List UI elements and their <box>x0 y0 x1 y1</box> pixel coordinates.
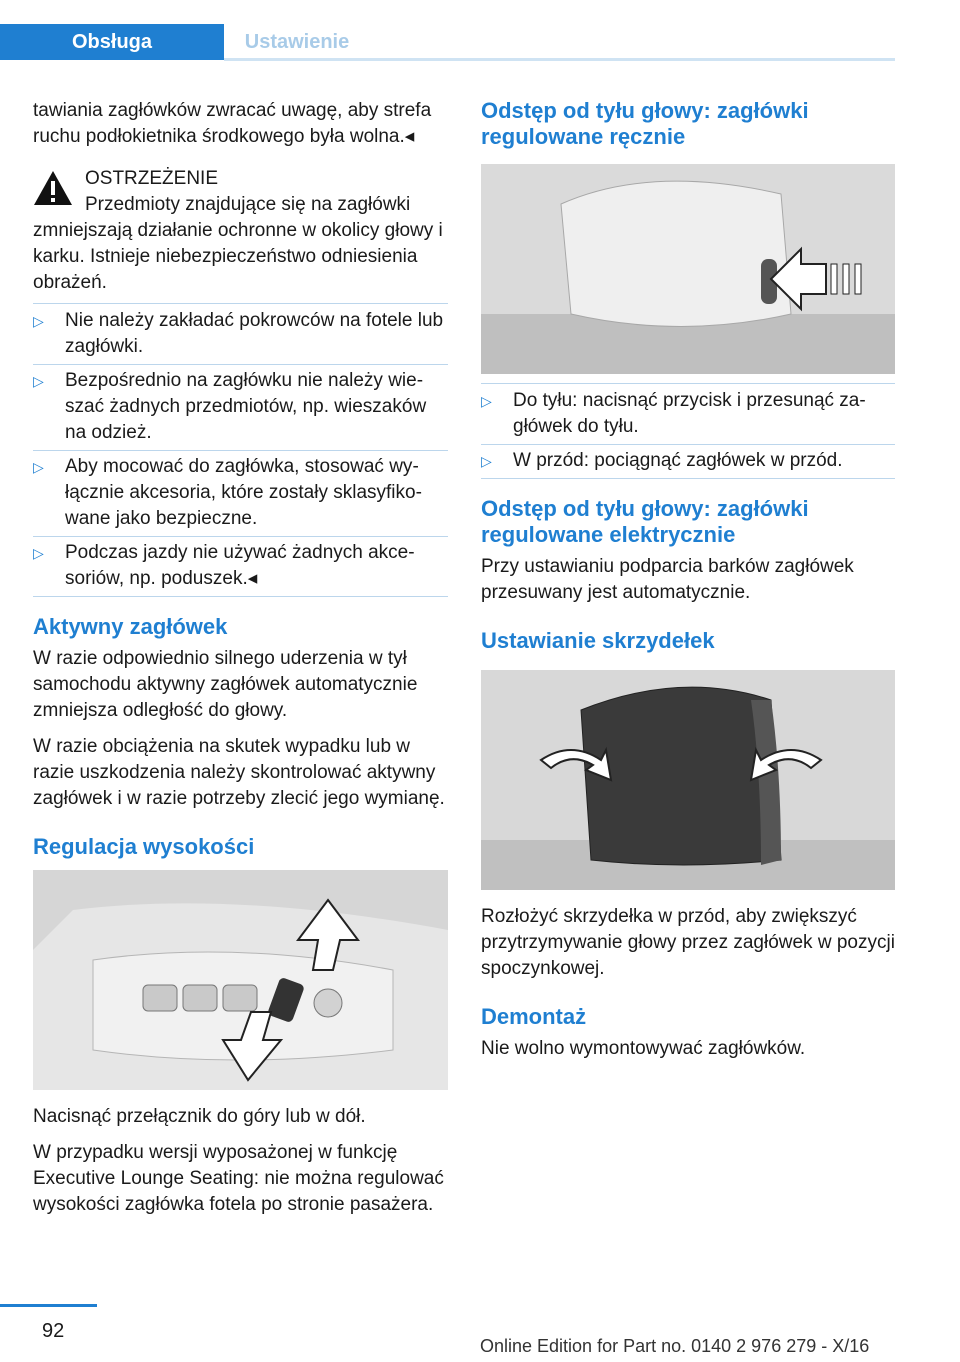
list-item-text: Aby mocować do zagłówka, stosować wyłącznie akcesoria, które zostały sklasyfikowane jako bezpieczne. <box>65 456 422 529</box>
height-adjust-p1: Nacisnąć przełącznik do góry lub w dół. <box>33 1106 366 1127</box>
right-column <box>481 98 895 1072</box>
manual-headrest-figure <box>481 164 895 374</box>
removal-p: Nie wolno wymontowywać zagłówków. <box>481 1038 806 1059</box>
active-headrest-p1: W razie odpowiednio silnego uderzenia w tył samochodu aktywny zagłówek automatycznie zmniejsza odległość do głowy. <box>33 648 418 721</box>
bullet-arrow-icon: ▷ <box>33 459 44 475</box>
list-item-text: Do tyłu: nacisnąć przycisk i przesunąć zagłówek do tyłu. <box>513 390 866 437</box>
list-item <box>33 308 448 360</box>
footer-divider <box>0 1304 97 1307</box>
height-adjust-heading: Regulacja wysokości <box>33 834 255 859</box>
list-item-text: Bezpośrednio na zagłówku nie należy wieszać żadnych przedmiotów, np. wieszaków na odzież. <box>65 370 427 443</box>
warning-body: zmniejszają działanie ochronne w okolicy głowy i karku. Istnieje niebezpieczeństwo odniesienia obrażeń. <box>33 220 443 293</box>
warning-bullet-list <box>33 308 448 592</box>
height-adjust-p2: W przypadku wersji wyposażonej w funkcję Executive Lounge Seating: nie można regulować wysokości zagłówka fotela po stronie pasażera. <box>33 1142 444 1215</box>
bullet-arrow-icon: ▷ <box>481 393 492 409</box>
list-item <box>33 368 448 446</box>
bullet-arrow-icon: ▷ <box>33 545 44 561</box>
manual-headrest-heading: Odstęp od tyłu głowy: zagłówki regulowane ręcznie <box>481 98 809 149</box>
list-item-text: Podczas jazdy nie używać żadnych akcesoriów, np. poduszek.◂ <box>65 542 415 589</box>
seat-switch-illustration <box>33 870 448 1090</box>
active-headrest-heading: Aktywny zagłówek <box>33 614 228 639</box>
warning-triangle-icon <box>33 170 73 206</box>
removal-heading: Demontaż <box>481 1004 587 1029</box>
edition-text: Online Edition for Part no. 0140 2 976 279 - X/16 <box>480 1336 870 1356</box>
list-item-text: Nie należy zakładać pokrowców na fotele lub zagłówki. <box>65 310 444 357</box>
wings-p: Rozłożyć skrzydełka w przód, aby zwiększyć przytrzymywanie głowy przez zagłówek w pozycji spoczynkowej. <box>481 906 895 979</box>
page-number: 92 <box>42 1320 65 1342</box>
header-bar <box>0 0 960 62</box>
tab-obsluga[interactable]: Obsługa <box>0 24 224 60</box>
wings-figure <box>481 670 895 890</box>
list-item <box>481 388 895 440</box>
left-column <box>33 98 448 1228</box>
list-item <box>481 448 895 474</box>
active-headrest-p2: W razie obciążenia na skutek wypadku lub w razie uszkodzenia należy skontrolować aktywny zagłówek i w razie potrzeby zlecić jego wymianę. <box>33 736 445 809</box>
warning-first-line: Przedmioty znajdujące się na zagłówki <box>85 194 411 215</box>
seat-switch-figure <box>33 870 448 1090</box>
warning-title: OSTRZEŻENIE <box>85 168 219 189</box>
list-item-text: W przód: pociągnąć zagłówek w przód. <box>513 450 843 471</box>
bullet-arrow-icon: ▷ <box>33 373 44 389</box>
header-divider <box>224 58 895 61</box>
electric-headrest-p: Przy ustawianiu podparcia barków zagłówek przesuwany jest automatycznie. <box>481 556 854 603</box>
intro-text: tawiania zagłówków zwracać uwagę, aby strefa ruchu podłokietnika środkowego była wolna.◂ <box>33 100 432 147</box>
list-item <box>33 540 448 592</box>
manual-bullet-list <box>481 388 895 474</box>
wings-illustration <box>481 670 895 890</box>
bullet-arrow-icon: ▷ <box>481 453 492 469</box>
wings-heading: Ustawianie skrzydełek <box>481 628 715 653</box>
manual-headrest-illustration <box>481 164 895 374</box>
list-item <box>33 454 448 532</box>
tab-ustawienie[interactable]: Ustawienie <box>244 31 350 53</box>
warning-box <box>33 166 448 218</box>
electric-headrest-heading: Odstęp od tyłu głowy: zagłówki regulowane elektrycznie <box>481 496 809 547</box>
bullet-arrow-icon: ▷ <box>33 313 44 329</box>
